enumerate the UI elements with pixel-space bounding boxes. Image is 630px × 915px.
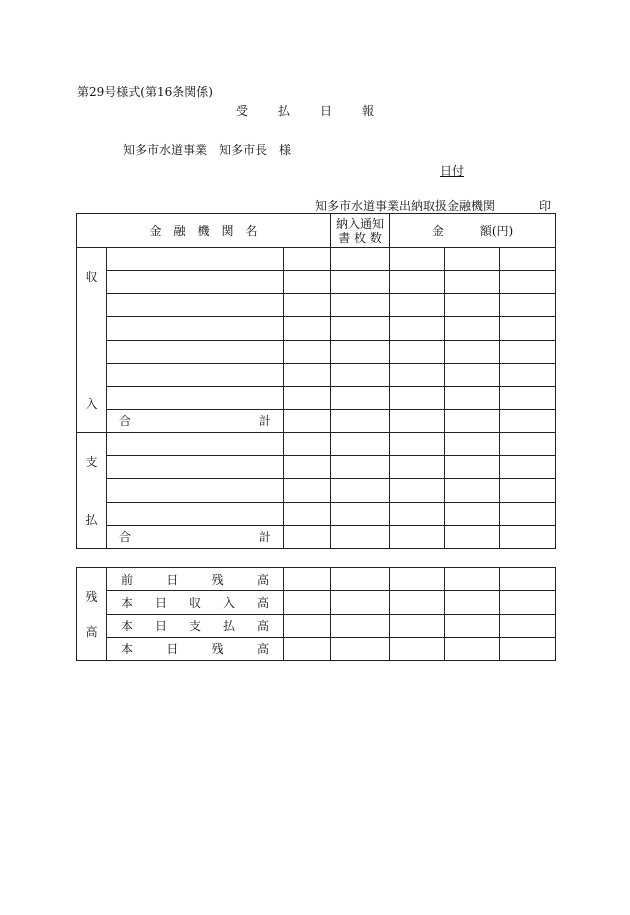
amount-cell[interactable] [445, 456, 500, 479]
balance-label-char: 残 [211, 642, 224, 657]
notice-count-cell[interactable] [331, 479, 390, 502]
balance-label-char: 収 [188, 595, 201, 610]
amount-cell[interactable] [390, 317, 445, 340]
input-cell[interactable] [331, 637, 390, 660]
amount-cell[interactable] [445, 363, 500, 386]
income-side-label-bottom: 入 [85, 397, 98, 411]
date-label: 日付 [440, 164, 465, 178]
payment-side-label-top: 支 [85, 455, 98, 469]
sub-cell[interactable] [284, 271, 331, 294]
sub-cell[interactable] [284, 433, 331, 456]
amount-cell[interactable] [390, 409, 445, 432]
notice-count-cell[interactable] [331, 248, 390, 271]
income-row [77, 248, 556, 271]
amount-cell[interactable] [500, 363, 556, 386]
amount-cell[interactable] [445, 525, 500, 548]
notice-count-cell[interactable] [331, 340, 390, 363]
amount-cell[interactable] [445, 271, 500, 294]
input-cell[interactable] [445, 637, 500, 660]
input-cell[interactable] [500, 637, 556, 660]
income-row [77, 363, 556, 386]
input-cell[interactable] [445, 591, 500, 614]
notice-count-cell[interactable] [331, 456, 390, 479]
balance-label-char: 高 [256, 642, 269, 657]
total-label-left: 合 [119, 414, 132, 429]
amount-cell[interactable] [390, 294, 445, 317]
notice-count-cell[interactable] [331, 271, 390, 294]
input-cell[interactable] [284, 614, 331, 637]
institution-name: 知多市水道事業出納取扱金融機関 [315, 199, 496, 213]
amount-cell[interactable] [390, 525, 445, 548]
notice-count-cell[interactable] [331, 502, 390, 525]
notice-count-cell[interactable] [331, 363, 390, 386]
form-number: 第29号様式(第16条関係) [77, 85, 213, 99]
institution-name-cell[interactable] [107, 456, 284, 479]
total-label-right: 計 [258, 530, 271, 545]
form-title: 受払日報 [236, 104, 405, 118]
amount-cell[interactable] [390, 340, 445, 363]
input-cell[interactable] [445, 614, 500, 637]
income-row [77, 271, 556, 294]
input-cell[interactable] [331, 614, 390, 637]
institution-name-cell[interactable] [107, 340, 284, 363]
amount-cell[interactable] [390, 271, 445, 294]
balance-label-char: 本 [121, 619, 134, 634]
balance-row [77, 568, 556, 591]
institution-name-cell[interactable] [107, 433, 284, 456]
sub-cell[interactable] [284, 525, 331, 548]
sub-cell[interactable] [284, 386, 331, 409]
payment-row [77, 479, 556, 502]
payment-row [77, 502, 556, 525]
notice-count-cell[interactable] [331, 409, 390, 432]
amount-cell[interactable] [500, 294, 556, 317]
payment-row [77, 456, 556, 479]
amount-cell[interactable] [500, 386, 556, 409]
total-label-left: 合 [119, 530, 132, 545]
amount-cell[interactable] [445, 340, 500, 363]
input-cell[interactable] [390, 591, 445, 614]
income-side-label-top: 収 [85, 270, 98, 284]
receipts-payments-table [76, 213, 556, 549]
amount-cell[interactable] [390, 502, 445, 525]
balance-row-label [107, 568, 284, 591]
amount-cell[interactable] [500, 317, 556, 340]
amount-cell[interactable] [390, 248, 445, 271]
balance-label-char: 本 [121, 642, 134, 657]
payment-side-label-bottom: 払 [85, 513, 98, 527]
balance-label-char: 払 [222, 619, 235, 634]
balance-label-char: 日 [154, 595, 167, 610]
balance-side-label-bottom: 高 [85, 625, 98, 639]
notice-count-cell[interactable] [331, 294, 390, 317]
institution-name-cell[interactable] [107, 502, 284, 525]
balance-row-label [107, 637, 284, 660]
amount-cell[interactable] [390, 456, 445, 479]
balance-label-char: 高 [256, 595, 269, 610]
balance-label-char: 入 [222, 595, 235, 610]
input-cell[interactable] [390, 568, 445, 591]
input-cell[interactable] [331, 591, 390, 614]
sub-cell[interactable] [284, 409, 331, 432]
input-cell[interactable] [445, 568, 500, 591]
institution-name-cell[interactable] [107, 317, 284, 340]
balance-table [76, 567, 556, 661]
balance-label-char: 日 [154, 619, 167, 634]
balance-row-label [107, 591, 284, 614]
institution-name-cell[interactable] [107, 386, 284, 409]
notice-count-cell[interactable] [331, 433, 390, 456]
balance-label-char: 前 [121, 572, 134, 587]
input-cell[interactable] [500, 591, 556, 614]
sub-cell[interactable] [284, 340, 331, 363]
amount-cell[interactable] [445, 433, 500, 456]
notice-count-cell[interactable] [331, 386, 390, 409]
input-cell[interactable] [390, 614, 445, 637]
amount-cell[interactable] [500, 271, 556, 294]
sub-cell[interactable] [284, 479, 331, 502]
notice-count-cell[interactable] [331, 317, 390, 340]
balance-row [77, 614, 556, 637]
amount-cell[interactable] [500, 525, 556, 548]
amount-cell[interactable] [390, 479, 445, 502]
header-notice-count [331, 214, 390, 248]
sub-cell[interactable] [284, 502, 331, 525]
notice-count-cell[interactable] [331, 525, 390, 548]
input-cell[interactable] [284, 591, 331, 614]
total-label [107, 525, 284, 548]
amount-cell[interactable] [500, 433, 556, 456]
input-cell[interactable] [284, 637, 331, 660]
seal-mark: 印 [539, 199, 552, 213]
balance-side-label [77, 568, 107, 661]
input-cell[interactable] [500, 614, 556, 637]
sub-cell[interactable] [284, 294, 331, 317]
addressee: 知多市水道事業 知多市長 様 [123, 143, 292, 157]
amount-cell[interactable] [500, 502, 556, 525]
balance-label-char: 高 [256, 572, 269, 587]
balance-label-char: 日 [166, 642, 179, 657]
amount-cell[interactable] [445, 317, 500, 340]
amount-cell[interactable] [445, 294, 500, 317]
amount-cell[interactable] [390, 433, 445, 456]
input-cell[interactable] [284, 568, 331, 591]
header-notice-line1: 納入通知 [336, 216, 385, 231]
input-cell[interactable] [390, 637, 445, 660]
income-row [77, 294, 556, 317]
amount-cell[interactable] [500, 248, 556, 271]
amount-cell[interactable] [445, 248, 500, 271]
income-row [77, 340, 556, 363]
balance-side-label-top: 残 [85, 590, 98, 604]
balance-row [77, 591, 556, 614]
institution-name-cell[interactable] [107, 294, 284, 317]
balance-label-char: 本 [121, 595, 134, 610]
income-row [77, 317, 556, 340]
input-cell[interactable] [331, 568, 390, 591]
balance-label-char: 日 [166, 572, 179, 587]
sub-cell[interactable] [284, 317, 331, 340]
amount-cell[interactable] [500, 340, 556, 363]
amount-cell[interactable] [445, 409, 500, 432]
payment-row [77, 525, 556, 548]
income-side-label [77, 248, 107, 433]
amount-cell[interactable] [500, 409, 556, 432]
sub-cell[interactable] [284, 363, 331, 386]
sub-cell[interactable] [284, 456, 331, 479]
institution-name-cell[interactable] [107, 248, 284, 271]
income-row [77, 409, 556, 432]
payment-side-label [77, 433, 107, 549]
header-amount: 金 額(円) [390, 214, 556, 248]
balance-row-label [107, 614, 284, 637]
balance-row [77, 637, 556, 660]
institution-name-cell[interactable] [107, 479, 284, 502]
income-row [77, 386, 556, 409]
amount-cell[interactable] [390, 386, 445, 409]
sub-cell[interactable] [284, 248, 331, 271]
amount-cell[interactable] [445, 502, 500, 525]
payment-row [77, 433, 556, 456]
amount-cell[interactable] [445, 479, 500, 502]
balance-label-char: 残 [211, 572, 224, 587]
input-cell[interactable] [500, 568, 556, 591]
header-notice-line2: 書 枚 数 [338, 230, 382, 245]
amount-cell[interactable] [445, 386, 500, 409]
amount-cell[interactable] [500, 456, 556, 479]
total-label [107, 409, 284, 432]
institution-name-cell[interactable] [107, 363, 284, 386]
header-institution-name: 金 融 機 関 名 [77, 214, 331, 248]
amount-cell[interactable] [390, 363, 445, 386]
balance-label-char: 高 [256, 619, 269, 634]
balance-label-char: 支 [188, 619, 201, 634]
institution-name-cell[interactable] [107, 271, 284, 294]
amount-cell[interactable] [500, 479, 556, 502]
total-label-right: 計 [258, 414, 271, 429]
